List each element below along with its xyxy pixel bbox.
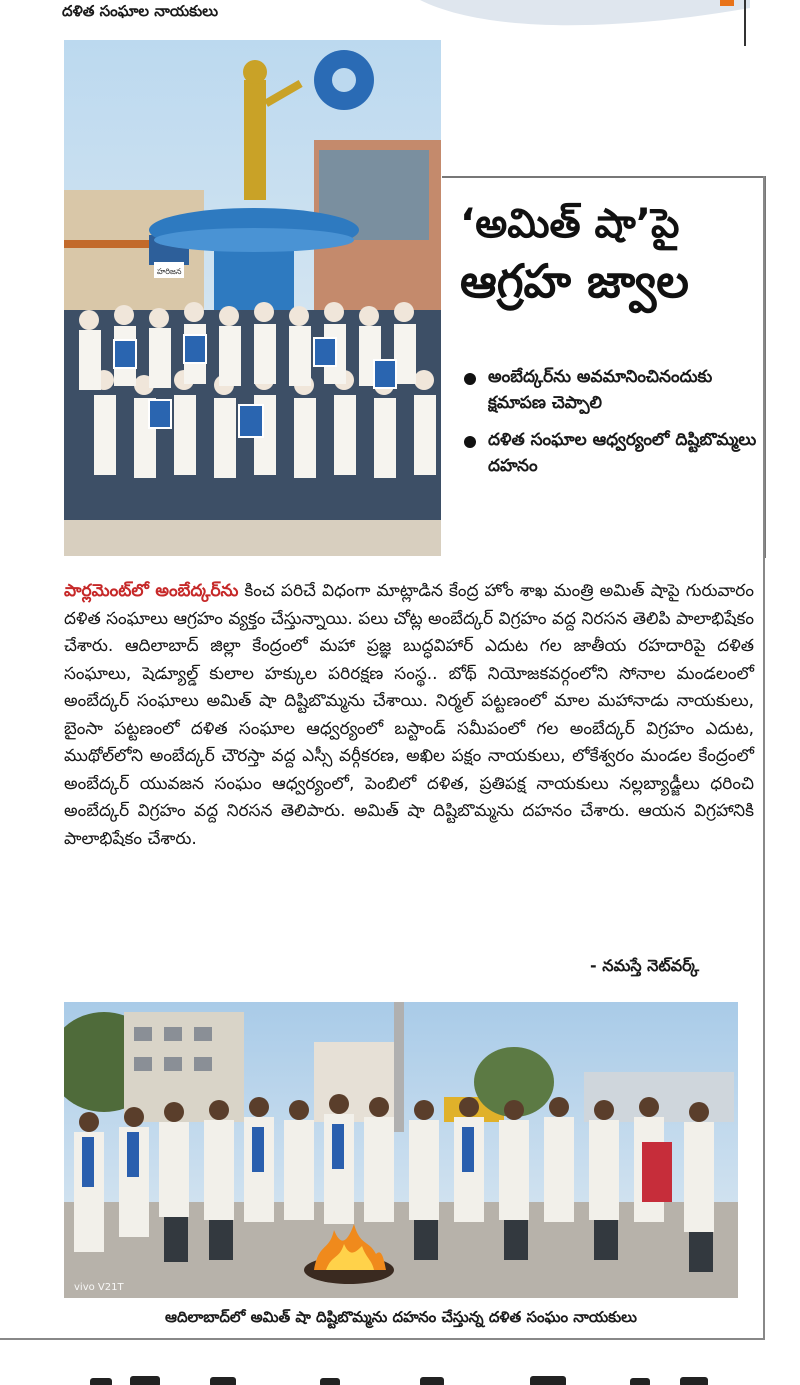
headline-line-2: ఆగ్రహ జ్వాల [460, 254, 689, 308]
highlight-item [462, 427, 762, 480]
column-divider-top [744, 0, 746, 46]
bullet-dot-icon [464, 436, 476, 448]
highlight-item [462, 364, 762, 417]
article-byline: - నమస్తే నెట్‌వర్క్ [590, 956, 700, 975]
article-text: కించ పరిచే విధంగా మాట్లాడిన కేంద్ర హోం శాఖ మంత్రి అమిత్ షాపై గురువారం దళిత సంఘాలు ఆగ్రహం వ్యక్తం చేస్తున్నాయి. పలు చోట్ల అంబేద్కర్ విగ్రహం వద్ద నిరసన తెలిపి పాలాభిషేకం చేశారు. ఆదిలాబాద్ జిల్లా కేంద్రంలో మహా ప్రజ్ఞ బుద్ధవిహార్ ఎదుట గల జాతీయ రహదారిపై దళిత సంఘాలు, షెడ్యూల్డ్ కులాల హక్కుల పరిరక్షణ సంస్థ.. బోథ్ నియోజకవర్గంలోని సోనాల మండలంలో అంబేద్కర్ సంఘాలు అమిత్ షా దిష్టిబొమ్మను చేశాయి. నిర్మల్ పట్టణంలో మాల మహానాడు నాయకులు, బైంసా పట్టణంలో దళిత సంఘాల ఆధ్వర్యంలో బస్టాండ్ సమీపంలో గల అంబేద్కర్ విగ్రహం ఎదుట, ముథోల్‌లోని అంబేద్కర్ చౌరస్తా వద్ద ఎస్సీ వర్గీకరణ, అఖిల పక్షం నాయకులు, లోకేశ్వరం మండల కేంద్రంలో అంబేద్కర్ యువజన సంఘం ఆధ్వర్యంలో, పెంబిలో దళిత, ప్రతిపక్ష నాయకులు నల్లబ్యాడ్జీలు ధరించి అంబేద్కర్ విగ్రహం వద్ద నిరసన తెలిపారు. అమిత్ షా దిష్టిబొమ్మను దహనం చేశారు. ఆయన విగ్రహానికి పాలాభిషేకం చేశారు. [64, 581, 754, 849]
statue-protest-photo [64, 40, 441, 556]
masthead-swoosh-decoration [420, 0, 750, 36]
photo-watermark: vivo V21T [74, 1282, 124, 1293]
section-divider [0, 1338, 765, 1340]
article-lead: పార్లమెంట్‌లో అంబేద్కర్‌ను [64, 581, 239, 601]
headline [460, 200, 760, 309]
next-article-headline-fragment [90, 1372, 710, 1385]
photo-caption: ఆదిలాబాద్‌లో అమిత్ షా దిష్టిబొమ్మను దహనం చేస్తున్న దళిత సంఘం నాయకులు [165, 1308, 637, 1326]
highlights-list [462, 364, 762, 489]
top-photo-caption: దళిత సంఘాల నాయకులు [62, 2, 219, 20]
headline-line-1: ‘అమిత్ షా’పై [460, 201, 680, 247]
highlight-text: అంబేద్కర్‌ను అవమానించినందుకు క్షమాపణ చెప్పాలి [488, 367, 713, 414]
column-divider-right [763, 176, 765, 1338]
highlight-text: దళిత సంఘాల ఆధ్వర్యంలో దిష్టిబొమ్మలు దహనం [488, 429, 757, 477]
bullet-dot-icon [464, 373, 476, 385]
effigy-burning-photo [64, 1002, 738, 1298]
photo-sign-text: హరిజన [157, 267, 182, 276]
article-body [64, 578, 754, 853]
